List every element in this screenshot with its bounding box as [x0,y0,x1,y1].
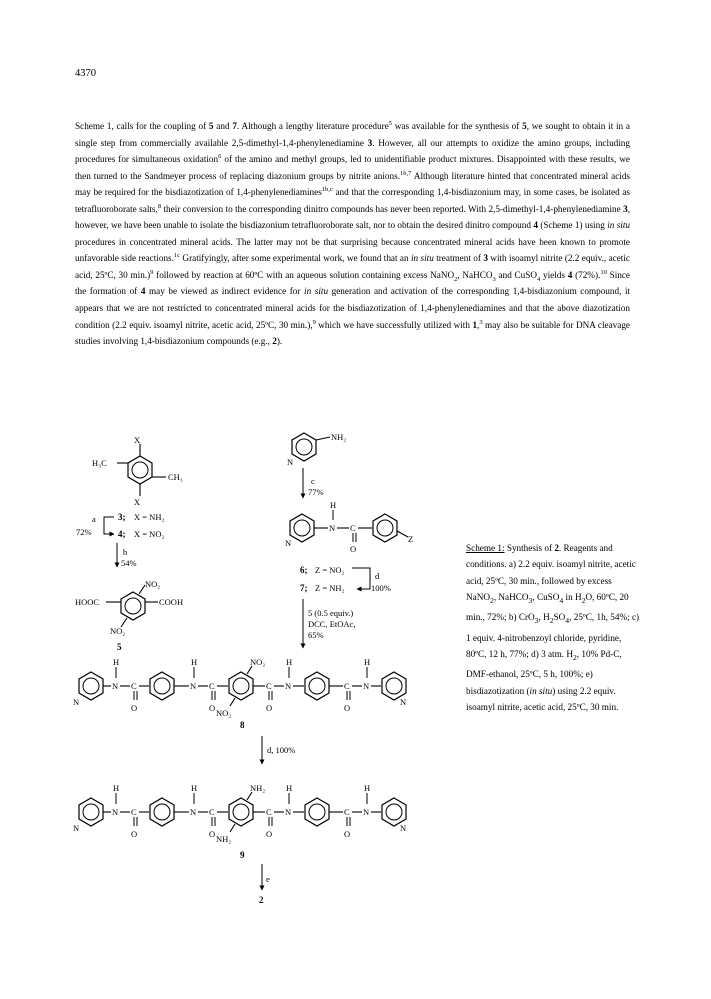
compound-6-label: 6; [300,565,308,575]
svg-text:65%: 65% [308,630,324,640]
svg-text:C: C [266,807,272,817]
svg-text:72%: 72% [76,527,92,537]
svg-text:N: N [285,807,292,817]
svg-text:H: H [113,783,120,793]
svg-text:O: O [350,544,357,554]
svg-text:b: b [123,547,128,557]
svg-text:NO₂: NO₂ [216,708,232,718]
svg-text:N: N [363,807,370,817]
svg-text:DCC, EtOAc,: DCC, EtOAc, [308,619,356,629]
svg-text:N: N [73,697,80,707]
svg-text:e: e [266,874,270,884]
svg-text:C: C [350,523,356,533]
svg-text:d: d [375,571,380,581]
svg-text:N: N [400,697,407,707]
scheme-caption: Scheme 1: Synthesis of 2. Reagents and conditions. a) 2.2 equiv. isoamyl nitrite, acetic acid, 25ºC, 30 min., followed by excess NaNO$_2$, NaHCO$_3$, CuSO$_4$ in $H_2O$, 60ºC, 20 min., 72%; b) CrO$_3$, $H_2SO_4$, 25ºC, 1h, 54%; c) 1 equiv. 4-nitrobenzoyl chloride, pyridine, 80ºC, 12 h, 77%; d) 3 atm. $H_2$, 10% Pd-C, DMF-ethanol, 25ºC, 5 h, 100%; e) bisdiazotization (in situ) using 2.2 equiv. isoamyl nitrite, acetic acid, 25ºC, 30 min. [466,543,640,713]
compound-4-label: 4; [118,529,126,539]
svg-text:N: N [112,681,119,691]
svg-text:O: O [344,829,351,839]
compound-8-label: 8 [240,720,245,730]
svg-text:H: H [191,657,198,667]
svg-text:5 (0.5 equiv.): 5 (0.5 equiv.) [308,608,354,618]
svg-text:c: c [311,476,315,486]
compound-8-structure [73,657,406,718]
caption-title: Scheme 1: [466,543,505,553]
compound-3-label: 3; [118,512,126,522]
svg-text:H: H [113,657,120,667]
svg-text:X: X [134,435,141,445]
svg-text:NH₂: NH₂ [331,432,347,442]
svg-text:O: O [266,829,273,839]
svg-text:a: a [92,514,96,524]
svg-text:X: X [134,497,141,507]
aminopyridine-structure [287,432,346,467]
svg-text:C: C [209,681,215,691]
svg-text:CH₃: CH₃ [168,472,183,482]
compound-3-4-structure [92,435,183,507]
svg-text:N: N [190,807,197,817]
svg-text:54%: 54% [121,558,137,568]
svg-text:N: N [190,681,197,691]
svg-text:O: O [344,703,351,713]
svg-text:H: H [191,783,198,793]
svg-text:77%: 77% [308,487,324,497]
compound-9-structure [73,783,406,844]
svg-text:O: O [131,703,138,713]
svg-text:d, 100%: d, 100% [267,745,296,755]
svg-text:O: O [209,703,216,713]
svg-text:H: H [286,657,293,667]
svg-text:C: C [131,681,137,691]
svg-text:Z: Z [408,534,414,544]
svg-text:N: N [285,538,292,548]
svg-text:N: N [363,681,370,691]
svg-text:NO₂: NO₂ [250,657,266,667]
svg-text:COOH: COOH [159,597,184,607]
svg-text:O: O [209,829,216,839]
svg-text:C: C [266,681,272,691]
svg-text:H₃C: H₃C [92,458,107,468]
svg-text:H: H [286,783,293,793]
svg-text:Z = NH₂: Z = NH₂ [315,583,345,593]
compound-5-structure [75,579,183,636]
svg-text:HOOC: HOOC [75,597,100,607]
svg-text:Z = NO₂: Z = NO₂ [315,565,345,575]
svg-text:N: N [287,457,294,467]
compound-2-label: 2 [259,895,264,905]
svg-text:C: C [344,681,350,691]
svg-text:N: N [329,523,336,533]
svg-text:N: N [73,823,80,833]
svg-text:N: N [285,681,292,691]
svg-text:X = NH₂: X = NH₂ [134,512,165,522]
svg-text:C: C [344,807,350,817]
svg-text:NO₂: NO₂ [145,579,161,589]
svg-text:O: O [131,829,138,839]
compound-5-label: 5 [117,642,122,652]
svg-text:H: H [364,783,371,793]
body-paragraph: Scheme 1, calls for the coupling of 5 and 7. Although a lengthy literature procedure$^5$ was available for the synthesis of 5, we sought to obtain it in a single step from commercially available 2,5-dimethyl-1,4-phenylenediamine 3. However, all our attempts to oxidize the amino groups, including procedures for simultaneous oxidation$^6$ of the amino and methyl groups, led to unidentifiable product mixtures. Disappointed with these results, we then turned to the Sandmeyer process of replacing diazonium groups by nitrite anions.$^{1b,7}$ Although literature hinted that concentrated mineral acids may be required for the bisdiazotization of 1,4-phenylenediamines$^{1b,c}$ and that the corresponding 1,4-bisdiazonium may, in some cases, be isolated as tetrafluoroborate salts,$^8$ their conversion to the corresponding dinitro compounds has never been reported. With 2,5-dimethyl-1,4-phenylenediamine 3, however, we have been unable to isolate the bisdiazonium tetrafluoroborate salt, nor to obtain the desired dinitro compound 4 (Scheme 1) using in situ procedures in concentrated mineral acids. The latter may not be that surprising because concentrated mineral acids have been known to promote unfavorable side reactions.$^{1c}$ Gratifyingly, after some experimental work, we found that an in situ treatment of 3 with isoamyl nitrite (2.2 equiv., acetic acid, 25ºC, 30 min.)$^9$ followed by reaction at 60ºC with an aqueous solution containing excess NaNO$_2$, NaHCO$_3$ and CuSO$_4$ yields 4 (72%).$^{10}$ Since the formation of 4 may be viewed as indirect evidence for in situ generation and activation of the corresponding 1,4-bisdiazonium compound, it appears that we are not restricted to concentrated mineral acids for the bisdiazotization of 1,4-phenylenediamines and that the above diazotization condition (2.2 equiv. isoamyl nitrite, acetic acid, 25ºC, 30 min.),$^9$ which we have successfully utilized with 1,$^3$ may also be suitable for DNA cleavage studies involving 1,4-bisdiazonium compounds (e.g., 2). [75,119,631,347]
svg-text:NO₂: NO₂ [110,626,126,636]
svg-text:H: H [330,500,337,510]
svg-text:H: H [364,657,371,667]
page-number: 4370 [75,68,96,79]
svg-text:X = NO₂: X = NO₂ [134,529,165,539]
svg-text:O: O [266,703,273,713]
svg-text:N: N [112,807,119,817]
svg-text:C: C [209,807,215,817]
svg-text:C: C [131,807,137,817]
compound-9-label: 9 [240,850,245,860]
svg-text:N: N [400,823,407,833]
compound-7-label: 7; [300,583,308,593]
svg-text:100%: 100% [371,583,391,593]
svg-text:NH₂: NH₂ [250,783,266,793]
svg-text:NH₂: NH₂ [216,834,232,844]
compound-6-7-structure [285,500,413,554]
